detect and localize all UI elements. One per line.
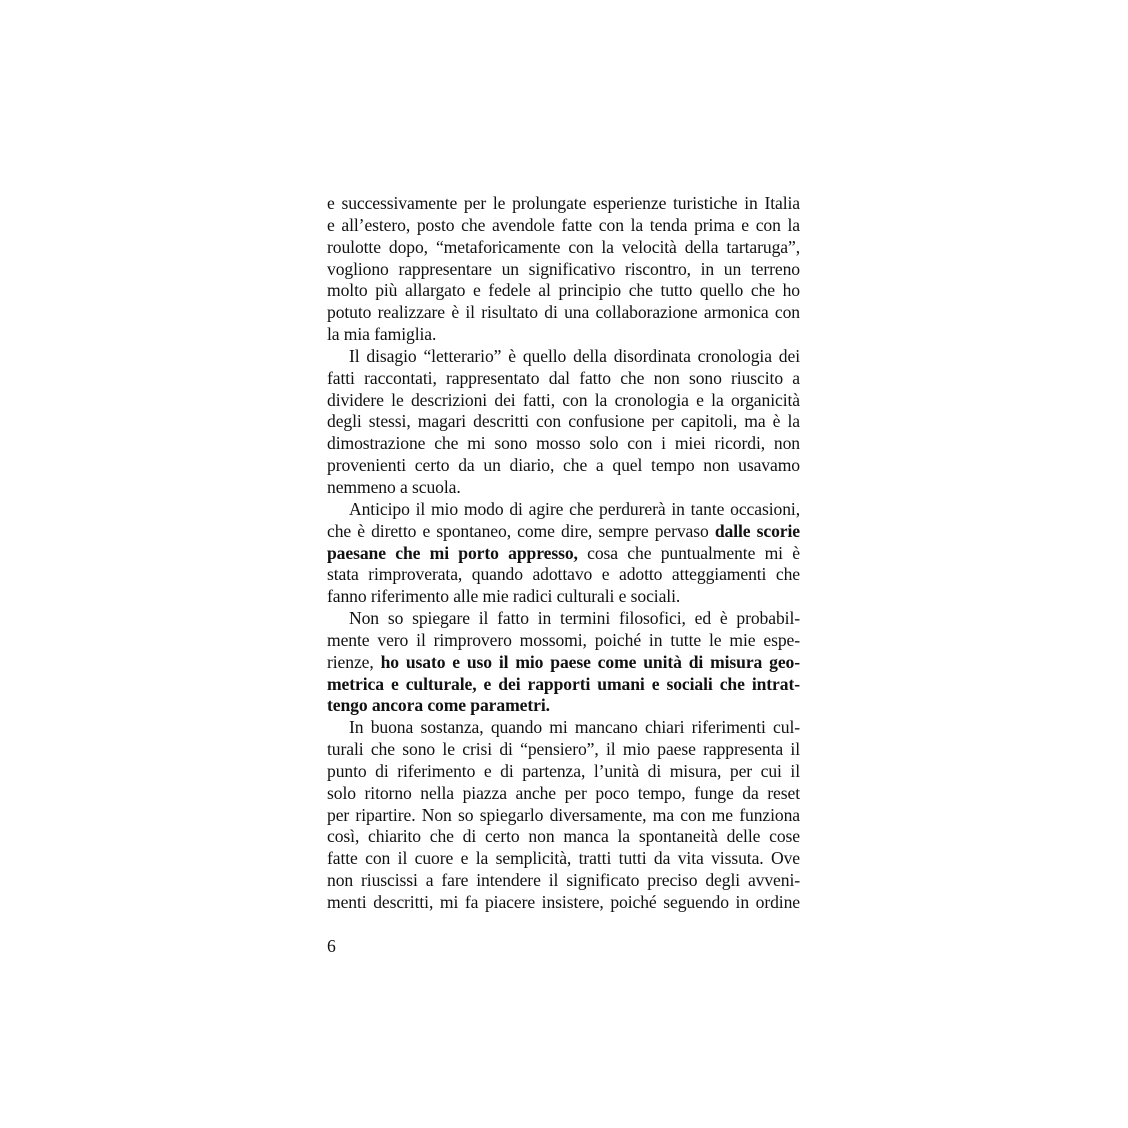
text-run: cosa che puntualmente mi è — [577, 542, 800, 563]
paragraph — [327, 193, 800, 346]
bold-run: dalle scorie — [714, 520, 800, 541]
page-number: 6 — [327, 936, 336, 956]
text-run: così, chiarito che di certo non manca la spontaneità delle cose — [327, 826, 800, 847]
text-line — [327, 259, 800, 281]
bold-run: ho usato e uso il mio paese come unità di misura geo- — [380, 651, 801, 672]
text-run: roulotte dopo, “metaforicamente con la velocità della tartaruga”, — [327, 236, 800, 257]
text-line — [327, 674, 800, 696]
text-line — [327, 215, 800, 237]
text-run: e successivamente per le prolungate esperienze turistiche in Italia — [327, 193, 800, 213]
text-run: provenienti certo da un diario, che a quel tempo non usavamo — [327, 455, 800, 476]
text-run: menti descritti, mi fa piacere insistere, poiché seguendo in ordine — [327, 892, 800, 912]
text-line — [327, 368, 800, 390]
text-line — [327, 652, 800, 674]
paragraph — [327, 499, 800, 608]
text-run: dimostrazione che mi sono mosso solo con i miei ricordi, non — [327, 433, 800, 454]
text-line — [327, 521, 800, 543]
text-run: per ripartire. Non so spiegarlo diversamente, ma con me funziona — [327, 804, 800, 825]
text-run: dividere le descrizioni dei fatti, con la cronologia e la organicità — [327, 389, 800, 410]
text-run: fatti raccontati, rappresentato dal fatto che non sono riuscito a — [327, 367, 800, 388]
text-run: vogliono rappresentare un significativo riscontro, in un terreno — [327, 258, 800, 279]
text-line — [327, 586, 800, 608]
text-run: e all’estero, posto che avendole fatte con la tenda prima e con la — [327, 214, 800, 235]
text-run: potuto realizzare è il risultato di una collaborazione armonica con — [327, 302, 800, 323]
text-line — [327, 761, 800, 783]
paragraph — [327, 346, 800, 499]
text-run: fanno riferimento alle mie radici culturali e sociali. — [327, 586, 681, 607]
bold-run: paesane che mi porto appresso, — [327, 542, 578, 563]
text-run: mente vero il rimprovero mossomi, poiché in tutte le mie espe- — [327, 629, 800, 650]
text-run: molto più allargato e fedele al principio che tutto quello che ho — [327, 280, 800, 301]
text-line — [327, 237, 800, 259]
text-run: Il disagio “letterario” è quello della disordinata cronologia dei — [349, 345, 800, 366]
text-line — [327, 193, 800, 215]
text-line — [327, 630, 800, 652]
text-run: Non so spiegare il fatto in termini filosofici, ed è probabil- — [349, 608, 800, 629]
text-run: Anticipo il mio modo di agire che perdurerà in tante occasioni, — [349, 498, 800, 519]
text-line — [327, 608, 800, 630]
text-run: non riuscissi a fare intendere il significato preciso degli avveni- — [327, 870, 800, 891]
text-line — [327, 826, 800, 848]
text-line — [327, 695, 800, 717]
text-line — [327, 805, 800, 827]
text-line — [327, 717, 800, 739]
text-line — [327, 280, 800, 302]
body-text — [327, 193, 800, 914]
text-run: In buona sostanza, quando mi mancano chiari riferimenti cul- — [349, 717, 800, 738]
text-run: nemmeno a scuola. — [327, 476, 461, 497]
text-run: turali che sono le crisi di “pensiero”, il mio paese rappresenta il — [327, 739, 800, 760]
text-run: che è diretto e spontaneo, come dire, sempre pervaso — [327, 520, 715, 541]
text-line — [327, 411, 800, 433]
text-line — [327, 302, 800, 324]
paragraph — [327, 608, 800, 717]
text-run: solo ritorno nella piazza anche per poco tempo, funge da reset — [327, 782, 800, 803]
text-run: rienze, — [327, 651, 381, 672]
text-line — [327, 455, 800, 477]
text-line — [327, 499, 800, 521]
text-line — [327, 564, 800, 586]
bold-run: tengo ancora come parametri. — [327, 695, 550, 716]
text-line — [327, 433, 800, 455]
text-run: fatte con il cuore e la semplicità, tratti tutti da vita vissuta. Ove — [327, 848, 800, 869]
text-line — [327, 783, 800, 805]
text-line — [327, 346, 800, 368]
text-run: la mia famiglia. — [327, 324, 437, 345]
text-line — [327, 390, 800, 412]
text-run: stata rimproverata, quando adottavo e adotto atteggiamenti che — [327, 564, 800, 585]
text-line — [327, 892, 800, 914]
text-line — [327, 543, 800, 565]
text-line — [327, 848, 800, 870]
text-line — [327, 739, 800, 761]
text-line — [327, 477, 800, 499]
text-run: punto di riferimento e di partenza, l’unità di misura, per cui il — [327, 760, 800, 781]
text-line — [327, 870, 800, 892]
paragraph — [327, 717, 800, 914]
text-line — [327, 324, 800, 346]
bold-run: metrica e culturale, e dei rapporti umani e sociali che intrat- — [327, 673, 800, 694]
text-run: degli stessi, magari descritti con confusione per capitoli, ma è la — [327, 411, 800, 432]
